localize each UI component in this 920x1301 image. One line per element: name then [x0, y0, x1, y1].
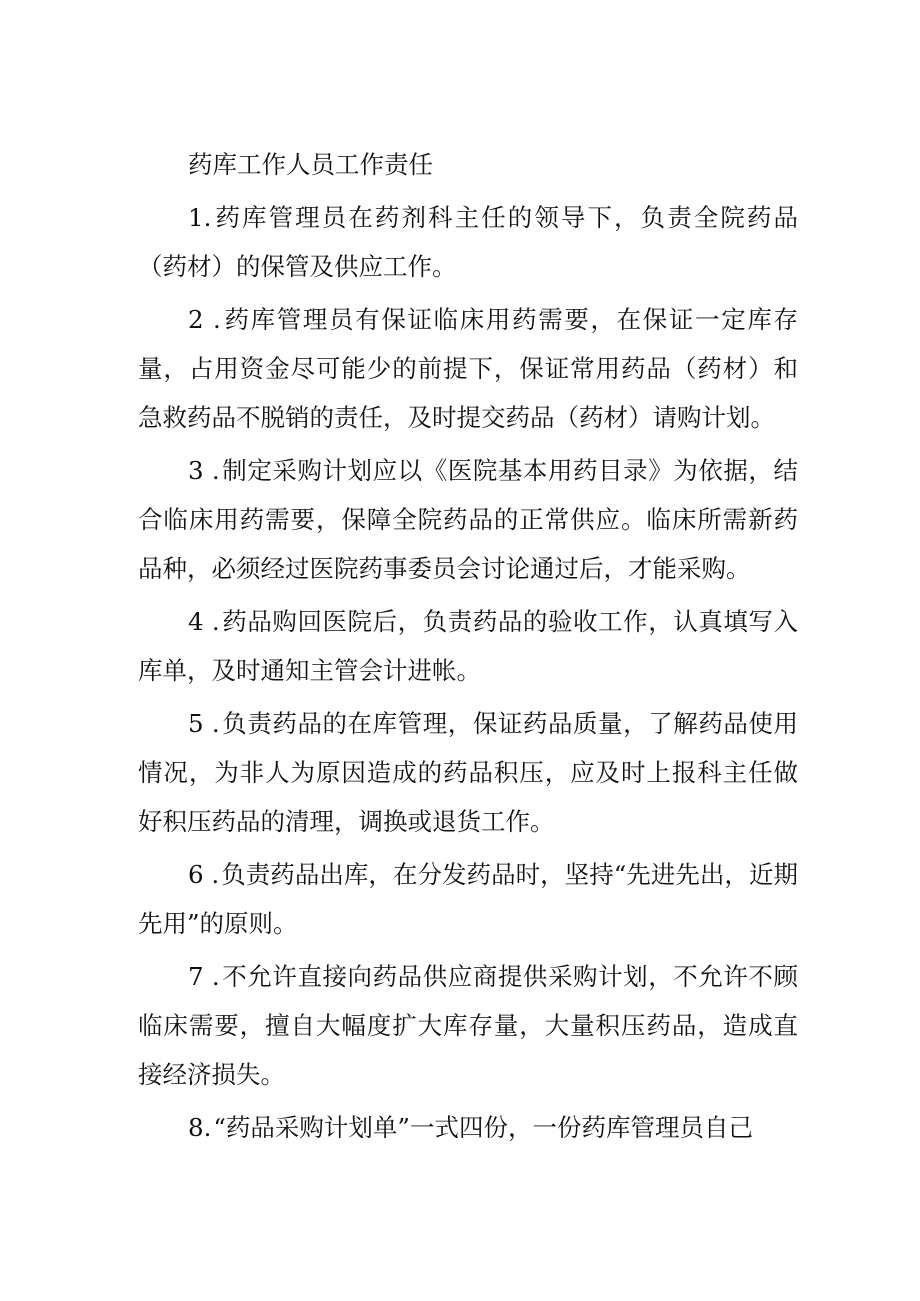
clause-number: 5 . [188, 709, 220, 738]
clause-number: 6 . [188, 860, 220, 889]
clause-3 [138, 446, 798, 593]
clause-text: 药库管理员在药剂科主任的领导下，负责全院药品（药材）的保管及供应工作。 [138, 203, 798, 281]
document-title: 药库工作人员工作责任 [188, 150, 433, 179]
clause-1 [138, 193, 798, 291]
clause-number: 4 . [188, 607, 220, 636]
clause-8 [138, 1103, 798, 1152]
clause-7 [138, 952, 798, 1099]
clause-6 [138, 850, 798, 948]
document-page [138, 140, 798, 1156]
clause-text: 药品购回医院后，负责药品的验收工作，认真填写入库单，及时通知主管会计进帐。 [138, 607, 798, 685]
clause-number: 7 . [188, 962, 220, 991]
clause-2 [138, 295, 798, 442]
clause-number: 2 . [188, 305, 221, 334]
clause-number: 1. [188, 203, 212, 232]
clause-number: 3 . [188, 456, 220, 485]
clause-text: 负责药品出库，在分发药品时，坚持“先进先出，近期先用”的原则。 [138, 860, 798, 938]
clause-text: 不允许直接向药品供应商提供采购计划，不允许不顾临床需要，擅自大幅度扩大库存量，大量积压药品，造成直接经济损失。 [138, 962, 798, 1089]
clause-5 [138, 699, 798, 846]
clause-text: 制定采购计划应以《医院基本用药目录》为依据，结合临床用药需要，保障全院药品的正常供应。临床所需新药品种，必须经过医院药事委员会讨论通过后，才能采购。 [138, 456, 798, 583]
clause-number: 8. [188, 1113, 212, 1142]
clause-text: “药品采购计划单”一式四份，一份药库管理员自己 [213, 1113, 753, 1142]
clause-4 [138, 597, 798, 695]
clause-text: 药库管理员有保证临床用药需要，在保证一定库存量，占用资金尽可能少的前提下，保证常用药品（药材）和急救药品不脱销的责任，及时提交药品（药材）请购计划。 [138, 305, 798, 432]
clause-text: 负责药品的在库管理，保证药品质量，了解药品使用情况，为非人为原因造成的药品积压，应及时上报科主任做好积压药品的清理，调换或退货工作。 [138, 709, 798, 836]
